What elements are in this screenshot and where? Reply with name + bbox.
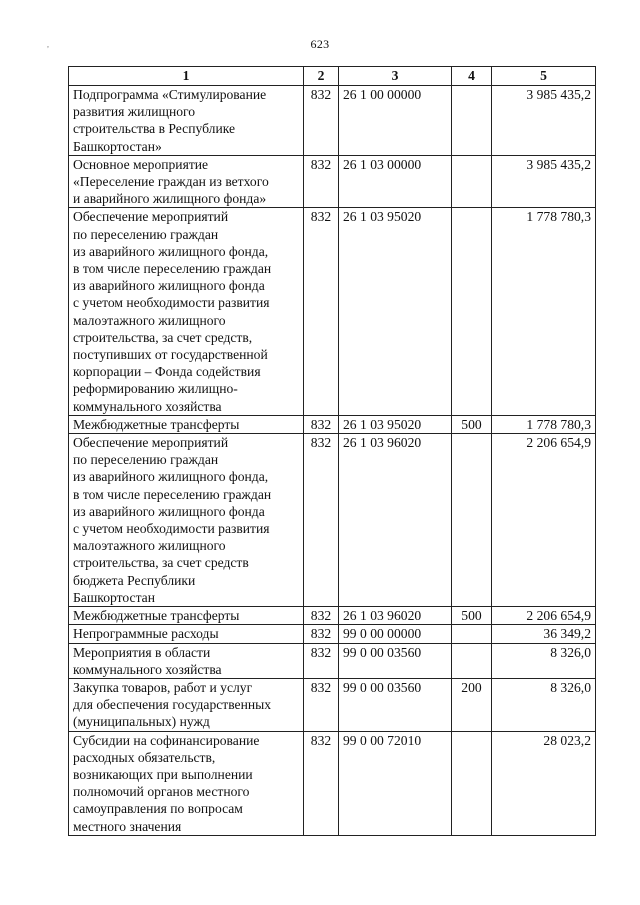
row-csr: 26 1 03 00000 [339, 155, 452, 208]
table-row [69, 434, 596, 607]
table-row [69, 731, 596, 835]
row-name: Подпрограмма «Стимулирование развития жилищного строительства в Республике Башкортостан» [69, 86, 304, 156]
row-ved: 832 [304, 643, 339, 678]
table-row [69, 678, 596, 731]
row-ved: 832 [304, 86, 339, 156]
row-ved: 832 [304, 625, 339, 643]
row-name: Межбюджетные трансферты [69, 607, 304, 625]
header-col-2: 2 [304, 67, 339, 86]
table-row [69, 86, 596, 156]
row-name: Межбюджетные трансферты [69, 415, 304, 433]
table-body [69, 86, 596, 836]
budget-table [68, 66, 596, 836]
row-csr: 26 1 03 95020 [339, 415, 452, 433]
row-sum: 1 778 780,3 [492, 415, 596, 433]
row-ved: 832 [304, 208, 339, 415]
page-number: 623 [310, 37, 330, 51]
table-row [69, 643, 596, 678]
row-vr [452, 643, 492, 678]
row-name: Непрограммные расходы [69, 625, 304, 643]
table-header [69, 67, 596, 86]
row-sum: 8 326,0 [492, 643, 596, 678]
row-vr [452, 731, 492, 835]
header-col-5: 5 [492, 67, 596, 86]
row-sum: 3 985 435,2 [492, 86, 596, 156]
row-sum: 28 023,2 [492, 731, 596, 835]
row-csr: 99 0 00 03560 [339, 678, 452, 731]
scan-mark: , [47, 40, 49, 49]
row-vr: 500 [452, 607, 492, 625]
row-name: Обеспечение мероприятий по переселению граждан из аварийного жилищного фонда, в том числе переселению граждан из аварийного жилищного фонда с учетом необходимости развития малоэтажного жилищного строительства, за счет средств бюджета Республики Башкортостан [69, 434, 304, 607]
row-ved: 832 [304, 731, 339, 835]
row-vr [452, 625, 492, 643]
header-col-3: 3 [339, 67, 452, 86]
row-sum: 8 326,0 [492, 678, 596, 731]
table-row [69, 208, 596, 415]
row-vr [452, 434, 492, 607]
header-col-4: 4 [452, 67, 492, 86]
row-vr [452, 208, 492, 415]
row-sum: 3 985 435,2 [492, 155, 596, 208]
row-name: Обеспечение мероприятий по переселению граждан из аварийного жилищного фонда, в том числе переселению граждан из аварийного жилищного фонда с учетом необходимости развития малоэтажного жилищного строительства, за счет средств, поступивших от государственной корпорации – Фонда содействия реформированию жилищно- коммунального хозяйства [69, 208, 304, 415]
row-csr: 26 1 00 00000 [339, 86, 452, 156]
row-name: Закупка товаров, работ и услуг для обеспечения государственных (муниципальных) нужд [69, 678, 304, 731]
row-name: Субсидии на софинансирование расходных обязательств, возникающих при выполнении полномочий органов местного самоуправления по вопросам местного значения [69, 731, 304, 835]
row-vr [452, 155, 492, 208]
header-col-1: 1 [69, 67, 304, 86]
row-csr: 99 0 00 03560 [339, 643, 452, 678]
row-ved: 832 [304, 415, 339, 433]
row-sum: 2 206 654,9 [492, 607, 596, 625]
row-sum: 36 349,2 [492, 625, 596, 643]
row-csr: 99 0 00 00000 [339, 625, 452, 643]
row-vr [452, 86, 492, 156]
row-sum: 2 206 654,9 [492, 434, 596, 607]
row-ved: 832 [304, 678, 339, 731]
row-sum: 1 778 780,3 [492, 208, 596, 415]
row-csr: 26 1 03 95020 [339, 208, 452, 415]
table-row [69, 625, 596, 643]
row-ved: 832 [304, 434, 339, 607]
header-row [69, 67, 596, 86]
row-csr: 99 0 00 72010 [339, 731, 452, 835]
table-row [69, 415, 596, 433]
row-vr: 200 [452, 678, 492, 731]
table-row [69, 155, 596, 208]
row-name: Основное мероприятие «Переселение граждан из ветхого и аварийного жилищного фонда» [69, 155, 304, 208]
row-csr: 26 1 03 96020 [339, 434, 452, 607]
row-csr: 26 1 03 96020 [339, 607, 452, 625]
row-ved: 832 [304, 155, 339, 208]
row-ved: 832 [304, 607, 339, 625]
row-name: Мероприятия в области коммунального хозяйства [69, 643, 304, 678]
table-row [69, 607, 596, 625]
row-vr: 500 [452, 415, 492, 433]
